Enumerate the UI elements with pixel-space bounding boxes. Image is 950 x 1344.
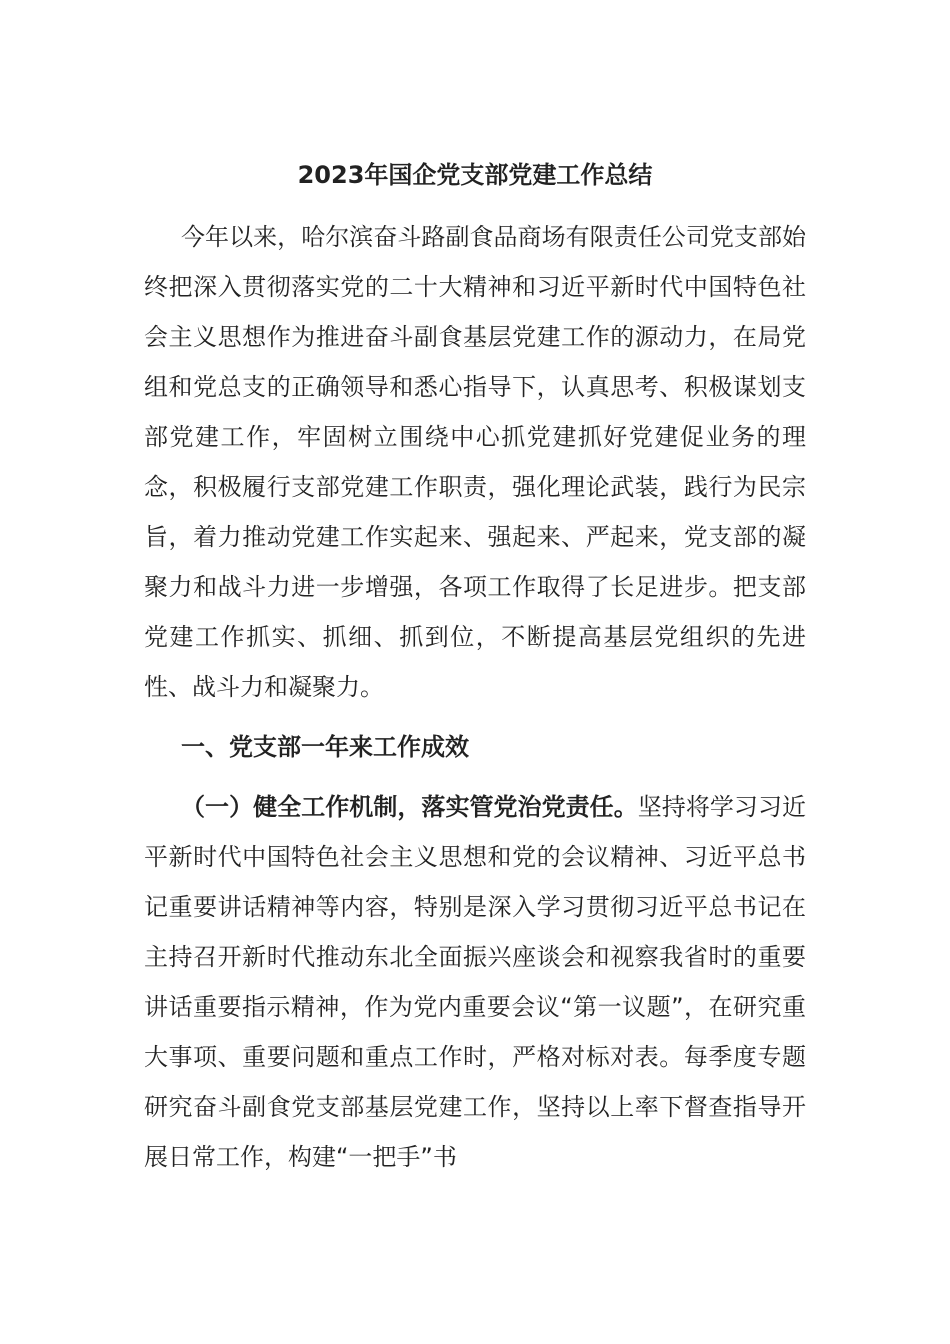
subsection-text: 坚持将学习习近平新时代中国特色社会主义思想和党的会议精神、习近平总书记重要讲话精神等内容，特别是深入学习贯彻习近平总书记在主持召开新时代推动东北全面振兴座谈会和视察我省时的重要讲话重要指示精神，作为党内重要会议“第一议题”，在研究重大事项、重要问题和重点工作时，严格对标对表。每季度专题研究奋斗副食党支部基层党建工作，坚持以上率下督查指导开展日常工作，构建“一把手”书 bbox=[144, 793, 807, 1171]
document-title: 2023年国企党支部党建工作总结 bbox=[297, 161, 653, 189]
intro-paragraph: 今年以来，哈尔滨奋斗路副食品商场有限责任公司党支部始终把深入贯彻落实党的二十大精神和习近平新时代中国特色社会主义思想作为推进奋斗副食基层党建工作的源动力，在局党组和党总支的正确领导和悉心指导下，认真思考、积极谋划支部党建工作，牢固树立围绕中心抓党建抓好党建促业务的理念，积极履行支部党建工作职责，强化理论武装，践行为民宗旨，着力推动党建工作实起来、强起来、严起来，党支部的凝聚力和战斗力进一步增强，各项工作取得了长足进步。把支部党建工作抓实、抓细、抓到位，不断提高基层党组织的先进性、战斗力和凝聚力。 bbox=[144, 223, 806, 701]
subsection-paragraph bbox=[144, 782, 806, 1182]
section-heading: 一、党支部一年来工作成效 bbox=[181, 733, 469, 761]
subsection-lead: （一）健全工作机制，落实管党治党责任。 bbox=[181, 793, 638, 821]
